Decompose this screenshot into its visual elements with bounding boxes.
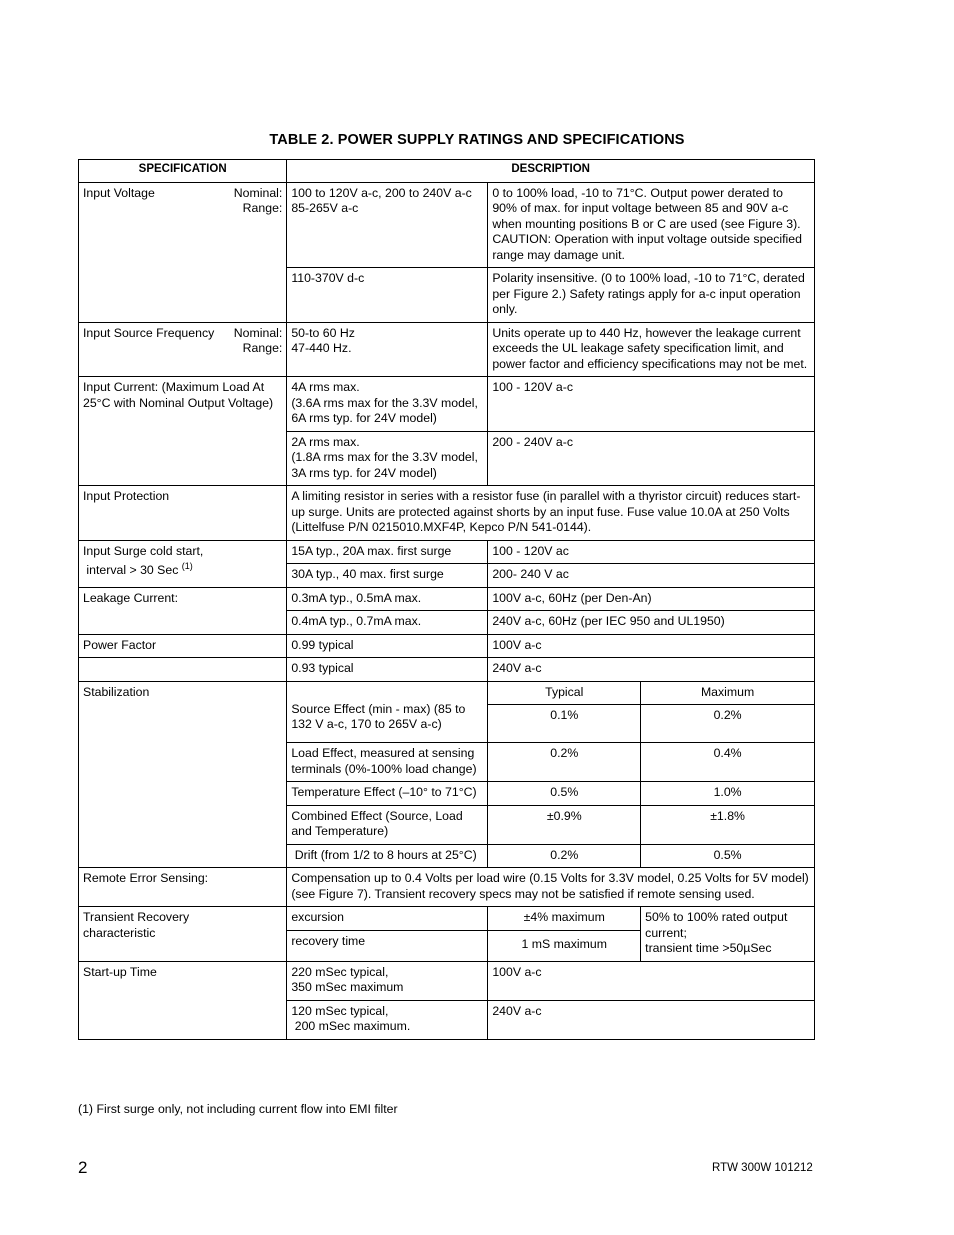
transient-excursion-value: ±4% maximum	[488, 907, 641, 931]
value-line: 3A rms typ. for 24V model)	[291, 465, 437, 480]
value-line: 6A rms typ. for 24V model)	[291, 411, 437, 425]
startup-label: Start-up Time	[79, 961, 287, 1039]
input-protection-desc: A limiting resistor in series with a resistor fuse (in parallel with a thyristor circuit) reduces start-up surge. Units are protected against shorts by an input fuse. Fuse value 10.0A at 250 Volts (Littelfuse P/N 0215010.MXF4P, Kepco P/N 541-0144).	[287, 486, 815, 541]
nominal-label: Nominal:	[233, 325, 283, 340]
table-row	[79, 377, 815, 432]
value-line: 4A rms max.	[291, 380, 360, 394]
transient-note	[641, 907, 815, 962]
value-line: (3.6A rms max for the 3.3V model,	[291, 395, 478, 410]
startup-value-1	[287, 961, 488, 1000]
stab-drift	[287, 844, 488, 868]
value-line: 220 mSec typical,	[291, 964, 389, 979]
footnote-marker: (1)	[181, 561, 193, 571]
stab-drift-typical: 0.2%	[488, 844, 641, 868]
stab-drift-label: Drift (from 1/2 to 8 hours at 25°C)	[294, 847, 477, 862]
leakage-desc-2: 240V a-c, 60Hz (per IEC 950 and UL1950)	[488, 611, 815, 635]
table-row	[79, 182, 815, 268]
header-description: DESCRIPTION	[287, 160, 815, 183]
input-voltage-label-cell	[79, 182, 287, 322]
table-row	[79, 634, 815, 658]
transient-label-2: characteristic	[83, 925, 156, 940]
input-surge-desc-2: 200- 240 V ac	[488, 564, 815, 588]
range-label: Range:	[242, 201, 283, 215]
input-surge-label-2-wrap	[83, 559, 282, 579]
stab-col-typical: Typical	[488, 681, 641, 705]
table-row	[79, 907, 815, 931]
startup-max-2: 200 mSec maximum.	[294, 1019, 411, 1033]
stab-combined-maximum: ±1.8%	[641, 805, 815, 844]
stab-load-typical: 0.2%	[488, 743, 641, 782]
frequency-nominal-value: 50-to 60 Hz	[291, 325, 355, 340]
transient-excursion-label: excursion	[287, 907, 488, 931]
input-surge-label-2: interval > 30 Sec	[86, 563, 179, 578]
input-frequency-desc: Units operate up to 440 Hz, however the leakage current exceeds the UL leakage safety specification limit, and power factor and efficiency specifications may not be met.	[488, 322, 815, 377]
startup-desc-1: 100V a-c	[488, 961, 815, 1000]
remote-sensing-label: Remote Error Sensing:	[79, 868, 287, 907]
table-row	[79, 540, 815, 564]
range-label: Range:	[242, 341, 283, 355]
table-row	[79, 961, 815, 1000]
stab-source-effect: Source Effect (min - max) (85 to 132 V a-c, 170 to 265V a-c)	[287, 681, 488, 743]
transient-label-1: Transient Recovery	[83, 910, 190, 924]
startup-value-2	[287, 1000, 488, 1039]
leakage-label: Leakage Current:	[79, 587, 287, 634]
stab-temperature-maximum: 1.0%	[641, 782, 815, 806]
table-row	[79, 587, 815, 611]
value-line: (1.8A rms max for the 3.3V model,	[291, 450, 478, 464]
page-number: 2	[78, 1158, 88, 1177]
header-specification: SPECIFICATION	[79, 160, 287, 183]
stabilization-header-row	[79, 681, 815, 705]
document-id: RTW 300W 101212	[712, 1162, 813, 1174]
value-line: 350 mSec maximum	[291, 980, 404, 994]
input-surge-value-1: 15A typ., 20A max. first surge	[287, 540, 488, 564]
stab-drift-maximum: 0.5%	[641, 844, 815, 868]
transient-note-2: transient time >50µSec	[645, 941, 772, 955]
stab-load-maximum: 0.4%	[641, 743, 815, 782]
input-surge-label-1: Input Surge cold start,	[83, 543, 204, 558]
empty-cell	[79, 658, 287, 682]
ac-nominal-value: 100 to 120V a-c, 200 to 240V a-c	[291, 185, 472, 200]
power-factor-label: Power Factor	[79, 634, 287, 658]
input-current-desc-2: 200 - 240V a-c	[488, 431, 815, 486]
specifications-table	[78, 159, 815, 1040]
input-protection-label: Input Protection	[79, 486, 287, 541]
stab-temperature-effect: Temperature Effect (–10° to 71°C)	[287, 782, 488, 806]
input-surge-value-2: 30A typ., 40 max. first surge	[287, 564, 488, 588]
nominal-label: Nominal:	[233, 185, 283, 200]
transient-label-cell	[79, 907, 287, 962]
frequency-range-value: 47-440 Hz.	[291, 341, 352, 355]
stab-combined-typical: ±0.9%	[488, 805, 641, 844]
input-surge-desc-1: 100 - 120V ac	[488, 540, 815, 564]
power-factor-desc-1: 100V a-c	[488, 634, 815, 658]
input-frequency-label: Input Source Frequency	[83, 325, 215, 340]
input-current-desc-1: 100 - 120V a-c	[488, 377, 815, 432]
leakage-value-1: 0.3mA typ., 0.5mA max.	[287, 587, 488, 611]
table-row	[79, 322, 815, 377]
input-voltage-ac-desc: 0 to 100% load, -10 to 71°C. Output power derated to 90% of max. for input voltage between 85 and 90V a-c when mounting positions B or C are used (see Figure 3). CAUTION: Operation with input voltage outside specified range may damage unit.	[488, 182, 815, 268]
input-current-value-1	[287, 377, 488, 432]
ac-range-value: 85-265V a-c	[291, 201, 359, 215]
input-voltage-dc-value: 110-370V d-c	[287, 268, 488, 323]
input-voltage-label: Input Voltage	[83, 185, 155, 200]
leakage-value-2: 0.4mA typ., 0.7mA max.	[287, 611, 488, 635]
value-line	[291, 1019, 483, 1035]
stabilization-label: Stabilization	[79, 681, 287, 868]
stab-temperature-typical: 0.5%	[488, 782, 641, 806]
table-header-row	[79, 160, 815, 183]
input-voltage-ac-value	[287, 182, 488, 268]
stab-source-maximum: 0.2%	[641, 705, 815, 743]
value-line: 120 mSec typical,	[291, 1003, 389, 1018]
stab-source-typical: 0.1%	[488, 705, 641, 743]
input-frequency-value	[287, 322, 488, 377]
power-factor-value-2: 0.93 typical	[287, 658, 488, 682]
transient-recovery-label: recovery time	[287, 930, 488, 961]
stab-col-maximum: Maximum	[641, 681, 815, 705]
transient-note-1: 50% to 100% rated output current;	[645, 910, 788, 940]
stab-load-effect: Load Effect, measured at sensing terminals (0%-100% load change)	[287, 743, 488, 782]
power-factor-desc-2: 240V a-c	[488, 658, 815, 682]
remote-sensing-desc: Compensation up to 0.4 Volts per load wire (0.15 Volts for 3.3V model, 0.25 Volts for 5V model) (see Figure 7). Transient recovery specs may not be satisfied if remote sensing used.	[287, 868, 815, 907]
leakage-desc-1: 100V a-c, 60Hz (per Den-An)	[488, 587, 815, 611]
footnote: (1) First surge only, not including current flow into EMI filter	[78, 1102, 398, 1116]
input-voltage-dc-desc: Polarity insensitive. (0 to 100% load, -10 to 71°C, derated per Figure 2.) Safety ratings apply for a-c input operation only.	[488, 268, 815, 323]
input-surge-label-cell	[79, 540, 287, 587]
startup-desc-2: 240V a-c	[488, 1000, 815, 1039]
value-line: 2A rms max.	[291, 434, 360, 449]
input-frequency-label-cell	[79, 322, 287, 377]
table-row	[79, 486, 815, 541]
input-current-value-2	[287, 431, 488, 486]
transient-recovery-value: 1 mS maximum	[488, 930, 641, 961]
input-current-label: Input Current: (Maximum Load At 25°C with Nominal Output Voltage)	[79, 377, 287, 486]
table-row	[79, 868, 815, 907]
stab-combined-effect: Combined Effect (Source, Load and Temperature)	[287, 805, 488, 844]
power-factor-value-1: 0.99 typical	[287, 634, 488, 658]
table-title: TABLE 2. POWER SUPPLY RATINGS AND SPECIFICATIONS	[269, 132, 685, 148]
table-row	[79, 658, 815, 682]
